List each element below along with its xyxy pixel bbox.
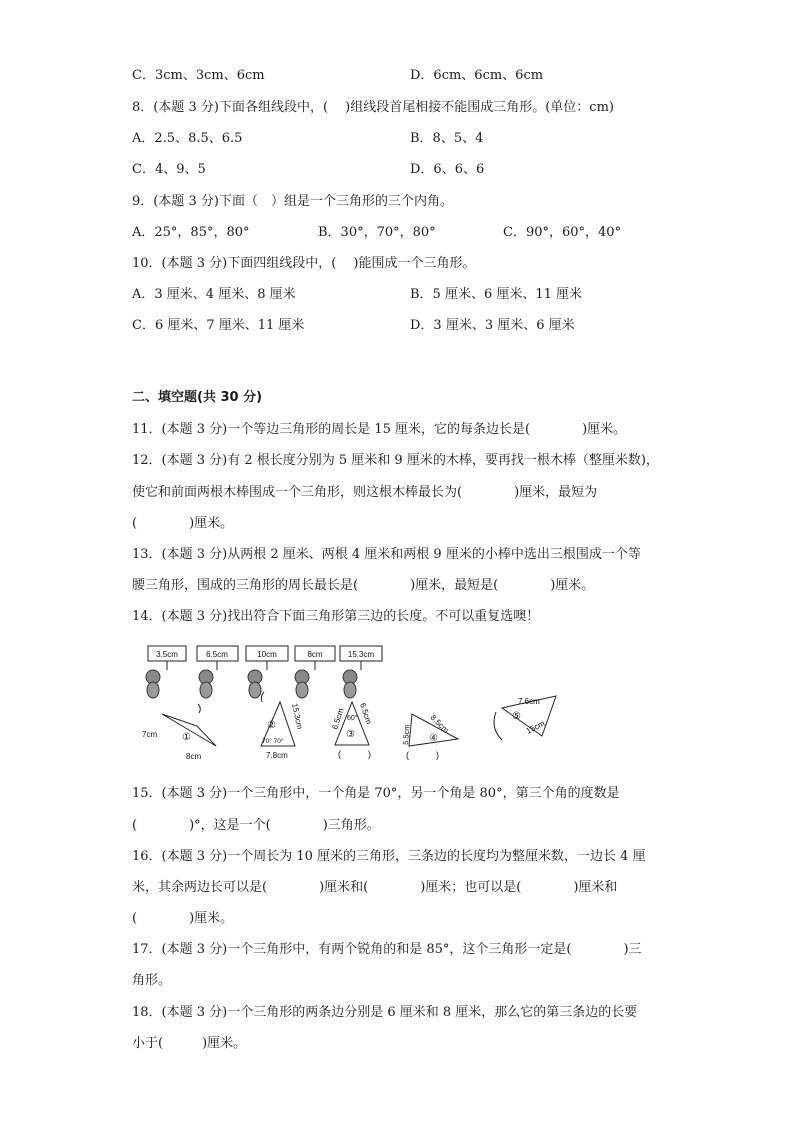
card-3-label: 10cm [257,650,277,659]
q16-line-2: 米，其余两边长可以是( )厘米和( )厘米；也可以是( )厘米和 [132,880,618,895]
q9-option-a: A．25°，85°，80° [132,225,250,240]
triangle-2 [261,692,304,760]
t4-left-side: 5.5cm [401,724,412,746]
t5-top-side: 7.6cm [518,697,540,706]
q12-line-1: 12．(本题 3 分)有 2 根长度分别为 5 厘米和 9 厘米的木棒，要再找一根木棒（整厘米数)， [132,453,659,468]
q12-line-3: ( )厘米。 [132,516,234,531]
q18-line-2: 小于( )厘米。 [132,1036,247,1051]
monkey-card-1 [146,646,186,698]
q8-option-b: B．8、5、4 [410,131,484,146]
t3-left-side: 6.5cm [330,707,346,731]
q10-option-a: A．3 厘米、4 厘米、8 厘米 [132,287,296,302]
q13-line-1: 13．(本题 3 分)从两根 2 厘米、两根 4 厘米和两根 9 厘米的小棒中选出三根围成一个等 [132,547,641,562]
q15-line-1: 15．(本题 3 分)一个三角形中，一个角是 70°，另一个角是 80°，第三个角的度数是 [132,786,620,801]
monkey-card-5 [340,646,382,698]
q7-option-c: C．3cm、3cm、6cm [132,68,265,83]
q14-stem: 14．(本题 3 分)找出符合下面三角形第三边的长度。不可以重复选噢！ [132,609,540,624]
q16-line-3: ( )厘米。 [132,911,234,926]
t2-side: 15.3cm [290,702,305,731]
q10-option-b: B．5 厘米、6 厘米、11 厘米 [410,287,583,302]
q17-line-2: 角形。 [132,973,172,988]
q17-line-1: 17．(本题 3 分)一个三角形中，有两个锐角的和是 85°，这个三角形一定是( )三 [132,942,642,957]
t2-number: ② [267,720,276,731]
t5-number: ⑤ [512,711,521,722]
monkey-card-2 [197,646,238,698]
t3-number: ③ [346,729,355,740]
t1-number: ① [182,732,191,743]
triangle-4 [401,713,458,760]
card-2-label: 6.5cm [206,650,228,659]
q12-line-2: 使它和前面两根木棒围成一个三角形，则这根木棒最长为( )厘米，最短为 [132,485,598,500]
t2-angles: 70° 70° [262,738,284,745]
t1-side-1: 7cm [142,730,158,739]
t3-right-side: 6.5cm [358,701,374,726]
triangle-3 [330,702,373,759]
q18-line-1: 18．(本题 3 分)一个三角形的两条边分别是 6 厘米和 8 厘米，那么它的第三条边的长要 [132,1005,638,1020]
q11-stem: 11．(本题 3 分)一个等边三角形的周长是 15 厘米，它的每条边长是( )厘米。 [132,422,627,437]
section-heading: 二、填空题(共 30 分) [132,390,263,405]
triangle-1 [142,704,216,761]
q8-stem: 8．(本题 3 分)下面各组线段中，( )组线段首尾相接不能围成三角形。(单位：cm) [132,100,614,115]
card-4-label: 8cm [307,650,323,659]
q9-option-c: C．90°，60°，40° [503,225,622,240]
svg-text:( ): ( ) [406,750,439,760]
card-5-label: 15.3cm [347,650,375,659]
t4-number: ④ [429,733,438,744]
q14-figure [140,642,490,770]
q15-line-2: ( )°，这是一个( )三角形。 [132,818,380,833]
q8-option-c: C．4、9、5 [132,162,206,177]
q7-option-d: D．6cm、6cm、6cm [410,68,544,83]
monkey-card-3 [246,646,288,698]
q16-line-1: 16．(本题 3 分)一个周长为 10 厘米的三角形，三条边的长度均为整厘米数，一边长 4 厘 [132,849,646,864]
q9-option-b: B．30°，70°，80° [318,225,436,240]
t4-right-side: 8.5cm [428,713,451,735]
q13-line-2: 腰三角形，围成的三角形的周长最长是( )厘米，最短是( )厘米。 [132,578,595,593]
card-1-label: 3.5cm [156,650,178,659]
q8-option-a: A．2.5、8.5、6.5 [132,131,243,146]
q10-stem: 10．(本题 3 分)下面四组线段中，( )能围成一个三角形。 [132,256,476,271]
q9-stem: 9．(本题 3 分)下面（ ）组是一个三角形的三个内角。 [132,194,453,209]
t5-bottom-side: 15cm [524,718,547,736]
t3-top-angle: 60° [347,715,358,722]
monkey-card-4 [295,646,335,698]
svg-text:( ): ( ) [338,749,371,759]
q8-option-d: D．6、6、6 [410,162,485,177]
q10-option-d: D．3 厘米、3 厘米、6 厘米 [410,318,575,333]
triangle-5-labels [478,690,560,748]
t1-side-2: 8cm [186,752,202,761]
t2-base: 7.8cm [266,751,288,760]
q10-option-c: C．6 厘米、7 厘米、11 厘米 [132,318,305,333]
